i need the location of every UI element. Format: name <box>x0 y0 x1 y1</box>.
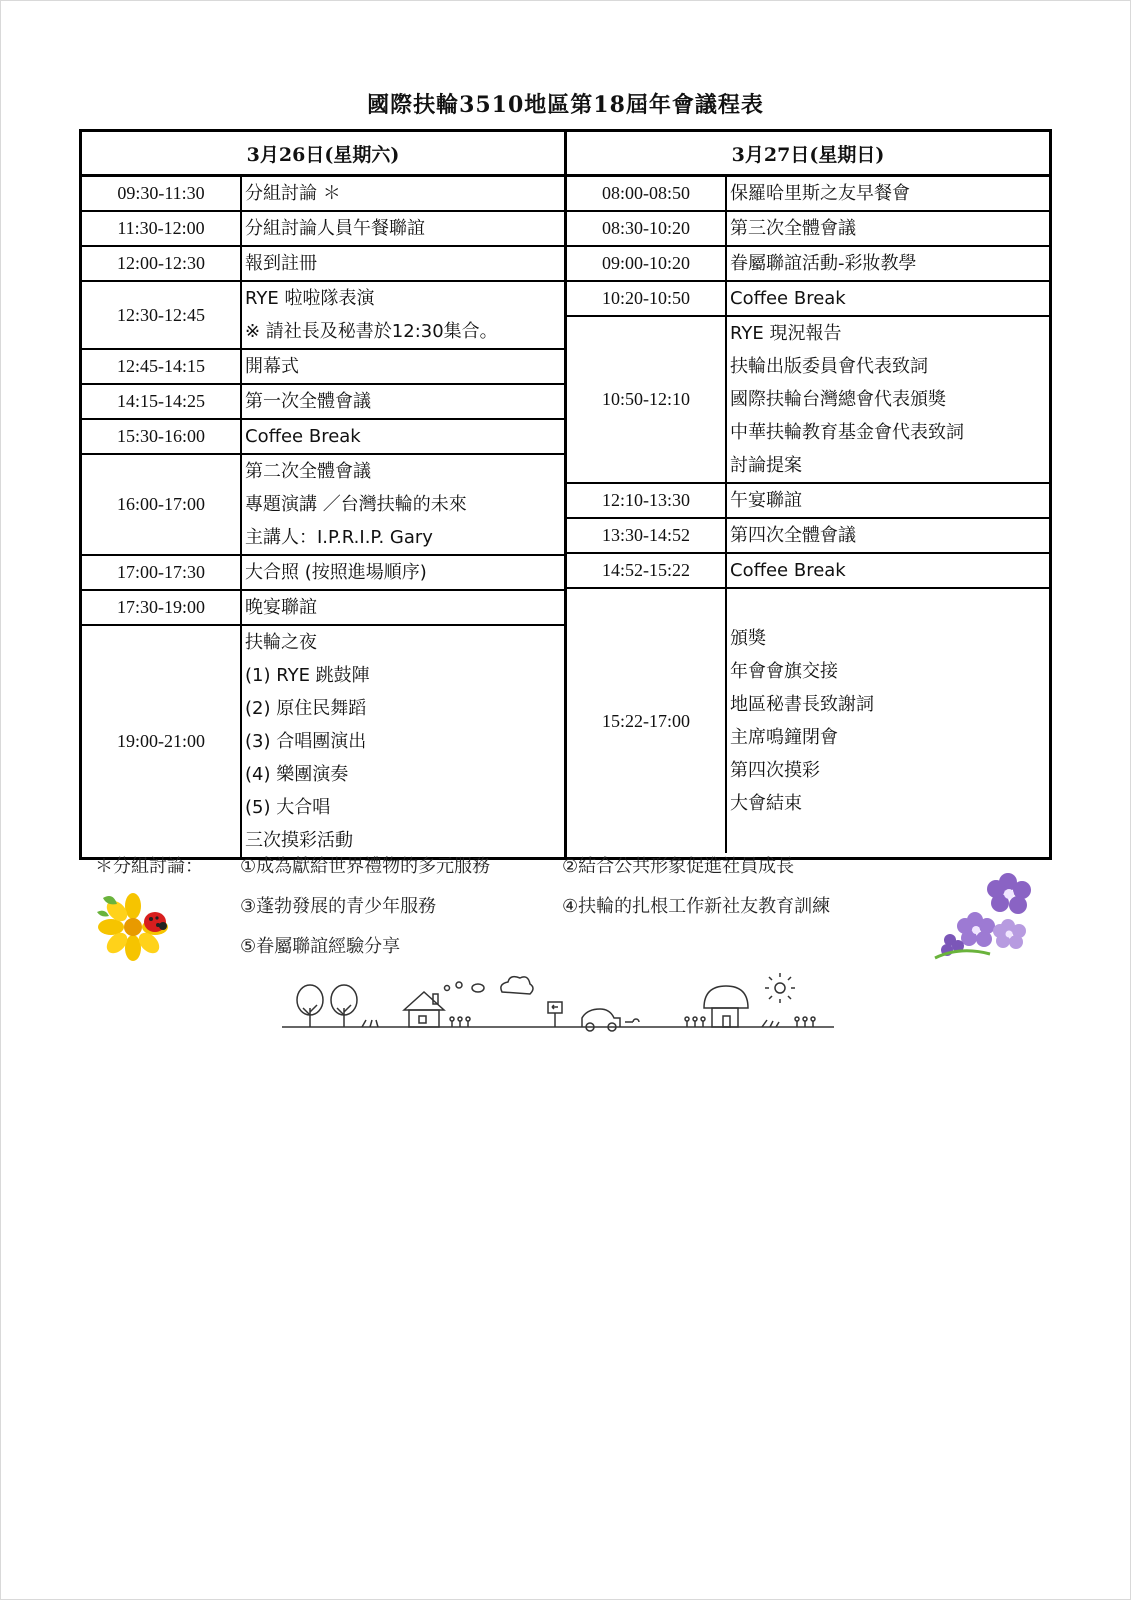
schedule-row <box>82 556 564 591</box>
session-description <box>727 317 1049 482</box>
time-slot: 08:30-10:20 <box>567 212 727 245</box>
session-description <box>242 177 564 210</box>
time-slot: 12:10-13:30 <box>567 484 727 517</box>
session-item: 大合照 (按照進場順序) <box>245 562 427 583</box>
schedule-row <box>82 212 564 247</box>
sunflower-ladybug-icon <box>95 890 175 965</box>
session-item: 扶輪出版委員會代表致詞 <box>730 356 928 377</box>
schedule-row <box>567 247 1049 282</box>
topic-4: ④扶輪的扎根工作新社友教育訓練 <box>562 896 831 917</box>
session-item: (1) RYE 跳鼓陣 <box>245 665 370 686</box>
day1-schedule <box>82 177 567 857</box>
time-slot: 08:00-08:50 <box>567 177 727 210</box>
time-slot: 15:30-16:00 <box>82 420 242 453</box>
schedule-row <box>82 247 564 282</box>
session-item: 分組討論 ＊ <box>245 183 341 204</box>
time-slot: 12:45-14:15 <box>82 350 242 383</box>
schedule-row <box>567 554 1049 589</box>
session-item: ※ 請社長及秘書於12:30集合。 <box>245 321 498 342</box>
session-description <box>727 484 1049 517</box>
session-item: 中華扶輪教育基金會代表致詞 <box>730 422 964 443</box>
session-item: 扶輪之夜 <box>245 632 317 653</box>
session-item: 地區秘書長致謝詞 <box>730 694 874 715</box>
topic-1: ①成為獻給世界禮物的多元服務 <box>240 856 491 877</box>
session-item: 討論提案 <box>730 455 802 476</box>
town-landscape-illustration <box>282 970 837 1032</box>
topic-3: ③蓬勃發展的青少年服務 <box>240 896 437 917</box>
day-header-row <box>82 132 1049 177</box>
session-item: 主席鳴鐘閉會 <box>730 727 838 748</box>
session-item: 三次摸彩活動 <box>245 830 353 851</box>
session-item: (4) 樂團演奏 <box>245 764 349 785</box>
session-description <box>242 212 564 245</box>
schedule-row <box>567 589 1049 853</box>
footnote-label: ＊分組討論： <box>95 856 203 877</box>
time-slot: 11:30-12:00 <box>82 212 242 245</box>
session-item: RYE 啦啦隊表演 <box>245 288 375 309</box>
session-description <box>727 554 1049 587</box>
session-item: 國際扶輪台灣總會代表頒獎 <box>730 389 946 410</box>
session-item: 午宴聯誼 <box>730 490 802 511</box>
session-item: 大會結束 <box>730 793 802 814</box>
time-slot: 12:00-12:30 <box>82 247 242 280</box>
session-item: 第一次全體會議 <box>245 391 371 412</box>
time-slot: 09:30-11:30 <box>82 177 242 210</box>
schedule-row <box>82 591 564 626</box>
session-item: (5) 大合唱 <box>245 797 331 818</box>
time-slot: 10:50-12:10 <box>567 317 727 482</box>
session-item: 專題演講 ／台灣扶輪的未來 <box>245 494 467 515</box>
schedule-row <box>567 519 1049 554</box>
session-description <box>242 455 564 554</box>
session-item: Coffee Break <box>245 426 361 447</box>
schedule-row <box>82 455 564 556</box>
session-item: 第四次摸彩 <box>730 760 820 781</box>
schedule-row <box>567 177 1049 212</box>
time-slot: 09:00-10:20 <box>567 247 727 280</box>
schedule-row <box>567 484 1049 519</box>
session-description <box>242 556 564 589</box>
schedule-row <box>82 282 564 350</box>
schedule-row <box>82 350 564 385</box>
page-title: 國際扶輪3510地區第18屆年會議程表 <box>367 92 764 118</box>
session-item: 分組討論人員午餐聯誼 <box>245 218 425 239</box>
schedule-row <box>82 626 564 857</box>
session-description <box>242 626 564 857</box>
session-description <box>727 177 1049 210</box>
schedule-row <box>567 282 1049 317</box>
time-slot: 15:22-17:00 <box>567 589 727 853</box>
session-item: 保羅哈里斯之友早餐會 <box>730 183 910 204</box>
schedule-row <box>82 385 564 420</box>
session-item: Coffee Break <box>730 560 846 581</box>
schedule-row <box>567 317 1049 484</box>
session-description <box>242 420 564 453</box>
session-item: (2) 原住民舞蹈 <box>245 698 367 719</box>
session-item: 主講人：I.P.R.I.P. Gary <box>245 527 433 548</box>
time-slot: 17:00-17:30 <box>82 556 242 589</box>
session-item: 頒獎 <box>730 628 766 649</box>
topic-5: ⑤眷屬聯誼經驗分享 <box>240 936 401 957</box>
violet-flowers-icon <box>930 870 1040 965</box>
session-description <box>727 212 1049 245</box>
session-item: 第三次全體會議 <box>730 218 856 239</box>
session-item: 年會會旗交接 <box>730 661 838 682</box>
time-slot: 17:30-19:00 <box>82 591 242 624</box>
session-description <box>727 247 1049 280</box>
session-description <box>242 591 564 624</box>
session-item: 第四次全體會議 <box>730 525 856 546</box>
session-description <box>242 282 564 348</box>
time-slot: 19:00-21:00 <box>82 626 242 857</box>
time-slot: 13:30-14:52 <box>567 519 727 552</box>
schedule-row <box>567 212 1049 247</box>
session-description <box>727 519 1049 552</box>
session-item: (3) 合唱團演出 <box>245 731 367 752</box>
agenda-table <box>79 129 1052 860</box>
day1-heading: 3月26日(星期六) <box>82 132 567 174</box>
schedule-row <box>82 420 564 455</box>
session-item: RYE 現況報告 <box>730 323 842 344</box>
session-description <box>727 282 1049 315</box>
time-slot: 14:52-15:22 <box>567 554 727 587</box>
session-item: Coffee Break <box>730 288 846 309</box>
topic-2: ②結合公共形象促進社員成長 <box>562 856 795 877</box>
day2-heading: 3月27日(星期日) <box>731 143 885 166</box>
session-description <box>242 385 564 418</box>
session-description <box>242 247 564 280</box>
session-item: 報到註冊 <box>245 253 317 274</box>
session-item: 第二次全體會議 <box>245 461 371 482</box>
session-item: 開幕式 <box>245 356 299 377</box>
day2-schedule <box>567 177 1049 857</box>
session-description <box>242 350 564 383</box>
session-description <box>727 589 1049 853</box>
time-slot: 12:30-12:45 <box>82 282 242 348</box>
schedule-row <box>82 177 564 212</box>
session-item: 眷屬聯誼活動-彩妝教學 <box>730 253 917 274</box>
session-item: 晚宴聯誼 <box>245 597 317 618</box>
time-slot: 10:20-10:50 <box>567 282 727 315</box>
time-slot: 14:15-14:25 <box>82 385 242 418</box>
time-slot: 16:00-17:00 <box>82 455 242 554</box>
